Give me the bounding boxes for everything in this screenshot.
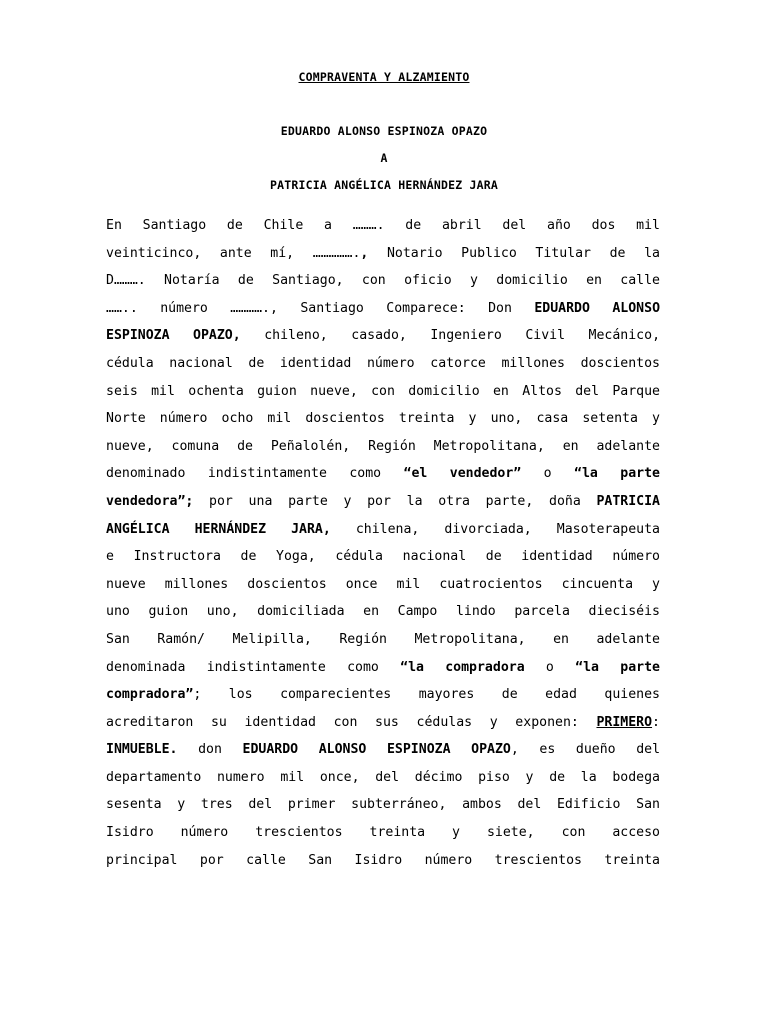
body-line	[106, 322, 660, 350]
text-run: sesenta y tres del primer subterráneo, ambos del Edificio San	[106, 797, 660, 813]
text-run: Notario Publico Titular de la	[368, 245, 660, 261]
party-connector: A	[380, 151, 388, 165]
text-run: e Instructora de Yoga, cédula nacional de identidad número	[106, 549, 660, 565]
text-run: uno guion uno, domiciliada en Campo lindo parcela dieciséis	[106, 604, 660, 620]
text-run: ESPINOZA OPAZO,	[106, 328, 241, 344]
text-run: “el vendedor”	[403, 466, 522, 482]
body-line	[106, 681, 660, 709]
text-run: EDUARDO ALONSO	[534, 300, 660, 316]
text-run: …….. número …………., Santiago Comparece: Don	[106, 300, 535, 316]
text-run: nueve millones doscientos once mil cuatrocientos cincuenta y	[106, 576, 660, 592]
body-line	[106, 764, 660, 792]
text-run: principal por calle San Isidro número trescientos treinta	[106, 852, 660, 868]
text-run: San Ramón/ Melipilla, Región Metropolitana, en adelante	[106, 631, 660, 647]
text-run: don	[177, 742, 243, 758]
body-line	[106, 626, 660, 654]
text-run: INMUEBLE	[106, 742, 170, 758]
text-run: PATRICIA	[596, 493, 660, 509]
body-line	[106, 433, 660, 461]
text-run: nueve, comuna de Peñalolén, Región Metropolitana, en adelante	[106, 438, 660, 454]
text-run: denominada indistintamente como	[106, 659, 401, 675]
party-one-name: EDUARDO ALONSO ESPINOZA OPAZO	[280, 124, 488, 138]
text-run: por una parte y por la otra parte, doña	[193, 493, 597, 509]
document-title: COMPRAVENTA Y ALZAMIENTO	[298, 70, 470, 84]
text-run: ANGÉLICA HERNÁNDEZ JARA,	[106, 521, 331, 537]
body-line	[106, 516, 660, 544]
body-line	[106, 654, 660, 682]
body-line	[106, 267, 660, 295]
body-line	[106, 212, 660, 240]
body-line	[106, 240, 660, 268]
text-run: denominado indistintamente como	[106, 466, 404, 482]
text-run: veinticinco, ante mí, …………….	[106, 245, 361, 261]
text-run: EDUARDO ALONSO ESPINOZA OPAZO	[242, 742, 511, 758]
text-run: vendedora”;	[106, 493, 194, 509]
text-run: ,	[360, 245, 369, 261]
body-line	[106, 350, 660, 378]
text-run: chileno, casado, Ingeniero Civil Mecánico,	[240, 328, 660, 344]
body-line	[106, 736, 660, 764]
text-run: compradora”	[106, 687, 194, 703]
text-run: PRIMERO	[596, 714, 653, 730]
text-run: En Santiago de Chile a ………. de abril del año dos mil	[106, 218, 660, 233]
text-run: acreditaron su identidad con sus cédulas y exponen:	[106, 714, 597, 730]
body-line	[106, 847, 660, 875]
text-run: , es dueño del	[510, 742, 660, 758]
body-line	[106, 295, 660, 323]
text-run: Isidro número trescientos treinta y siete, con acceso	[106, 825, 660, 841]
deed-body	[106, 212, 660, 874]
body-line	[106, 819, 660, 847]
body-line	[106, 488, 660, 516]
text-run: Norte número ocho mil doscientos treinta y uno, casa setenta y	[106, 411, 660, 427]
body-line	[106, 543, 660, 571]
party-two-name: PATRICIA ANGÉLICA HERNÁNDEZ JARA	[270, 178, 498, 192]
body-line	[106, 598, 660, 626]
body-line	[106, 709, 660, 737]
text-run: seis mil ochenta guion nueve, con domicilio en Altos del Parque	[106, 383, 660, 399]
text-run: :	[652, 714, 660, 730]
body-line	[106, 405, 660, 433]
text-run: D………. Notaría de Santiago, con oficio y domicilio en calle	[106, 273, 660, 289]
text-run: o	[521, 466, 575, 482]
body-line	[106, 791, 660, 819]
text-run: departamento numero mil once, del décimo piso y de la bodega	[106, 769, 660, 785]
text-run: ; los comparecientes mayores de edad quienes	[193, 687, 660, 703]
text-run: .	[169, 742, 178, 758]
text-run: “la compradora	[400, 659, 525, 675]
body-line	[106, 571, 660, 599]
text-run: chilena, divorciada, Masoterapeuta	[330, 521, 660, 537]
text-run: o	[524, 659, 576, 675]
text-run: “la parte	[575, 659, 660, 675]
body-line	[106, 378, 660, 406]
text-run: cédula nacional de identidad número catorce millones doscientos	[106, 355, 660, 371]
body-line	[106, 460, 660, 488]
text-run: “la parte	[574, 466, 660, 482]
